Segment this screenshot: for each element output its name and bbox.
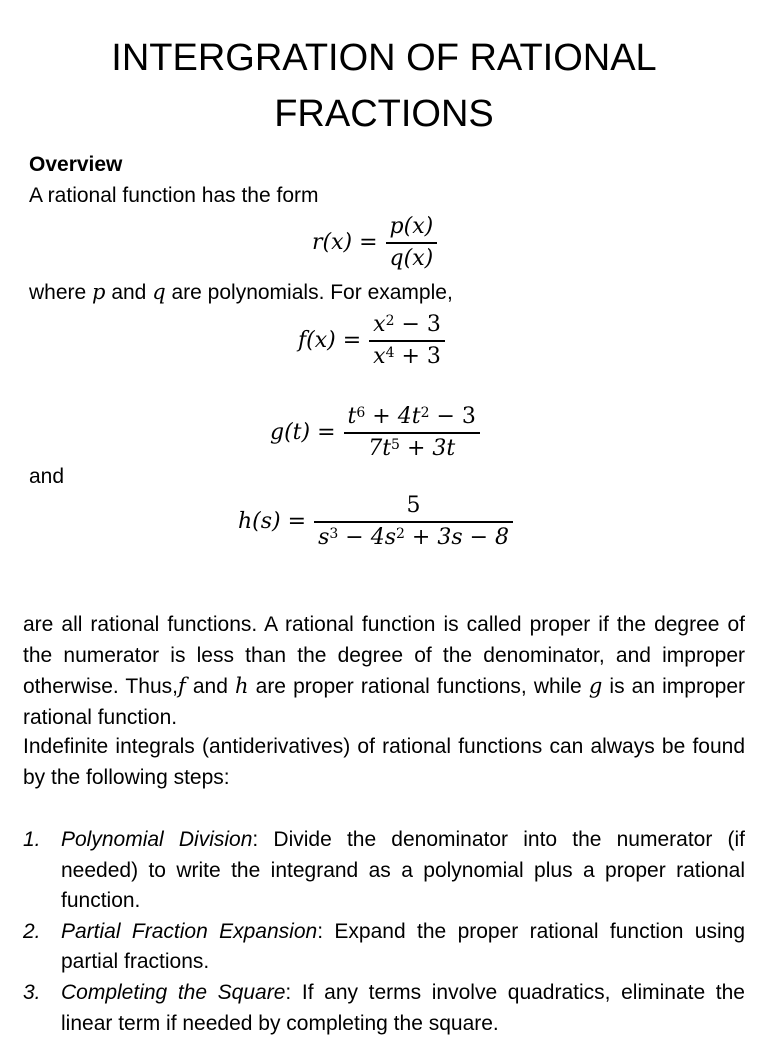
equation-h-lhs: h(s) = <box>238 509 307 535</box>
list-item: 2. Partial Fraction Expansion: Expand the proper rational function using partial fractions. <box>23 919 746 974</box>
equation-r-lhs: r(x) = <box>312 230 378 256</box>
title-line-1: INTERGRATION OF RATIONAL <box>111 37 657 79</box>
equation-f-numerator: $x^2 - 3$ <box>373 312 441 337</box>
equation-r-fraction <box>386 212 438 274</box>
intro-text: A rational function has the form <box>29 184 319 207</box>
equation-g <box>270 402 480 464</box>
equation-g-numerator: $t^6 + 4t^2 - 3$ <box>347 404 476 429</box>
page-title <box>0 30 768 142</box>
list-item: 3. Completing the Square: If any terms involve quadratics, eliminate the linear term if needed by completing the square. <box>23 980 745 1035</box>
title-line-2: FRACTIONS <box>274 93 494 135</box>
overview-heading: Overview <box>29 153 123 176</box>
equation-h-denominator: $s^3 - 4s^2 + 3s - 8$ <box>318 524 510 550</box>
and-label: and <box>29 465 65 488</box>
steps-intro: Indefinite integrals (antiderivatives) of rational functions can always be found by the following steps: <box>23 735 745 789</box>
where-text: where p and q are polynomials. For example, <box>29 280 453 304</box>
equation-f-lhs: f(x) = <box>298 328 362 354</box>
equation-r <box>312 212 437 274</box>
equation-g-fraction <box>344 402 480 464</box>
equation-r-numerator: p(x) <box>389 214 434 239</box>
equation-r-denominator: q(x) <box>389 245 434 271</box>
equation-f-fraction <box>369 310 445 372</box>
list-item: 1. Polynomial Division: Divide the denominator into the numerator (if needed) to write the integrand as a polynomial plus a proper rational function. <box>23 828 745 913</box>
equation-h-numerator: 5 <box>406 493 421 518</box>
equation-f <box>298 310 445 372</box>
equation-g-denominator: $7t^5 + 3t$ <box>368 435 456 461</box>
equation-h <box>238 491 513 553</box>
body-paragraph: are all rational functions. A rational function is called proper if the degree of the numerator is less than the degree of the denominator, and improper otherwise. Thus,f and h are proper rational functions, while g is an improper rational function. <box>23 613 745 729</box>
equation-h-fraction <box>314 491 513 553</box>
equation-g-lhs: g(t) = <box>270 420 336 446</box>
steps-list <box>23 825 745 1039</box>
equation-f-denominator: $x^4 + 3$ <box>373 343 441 369</box>
